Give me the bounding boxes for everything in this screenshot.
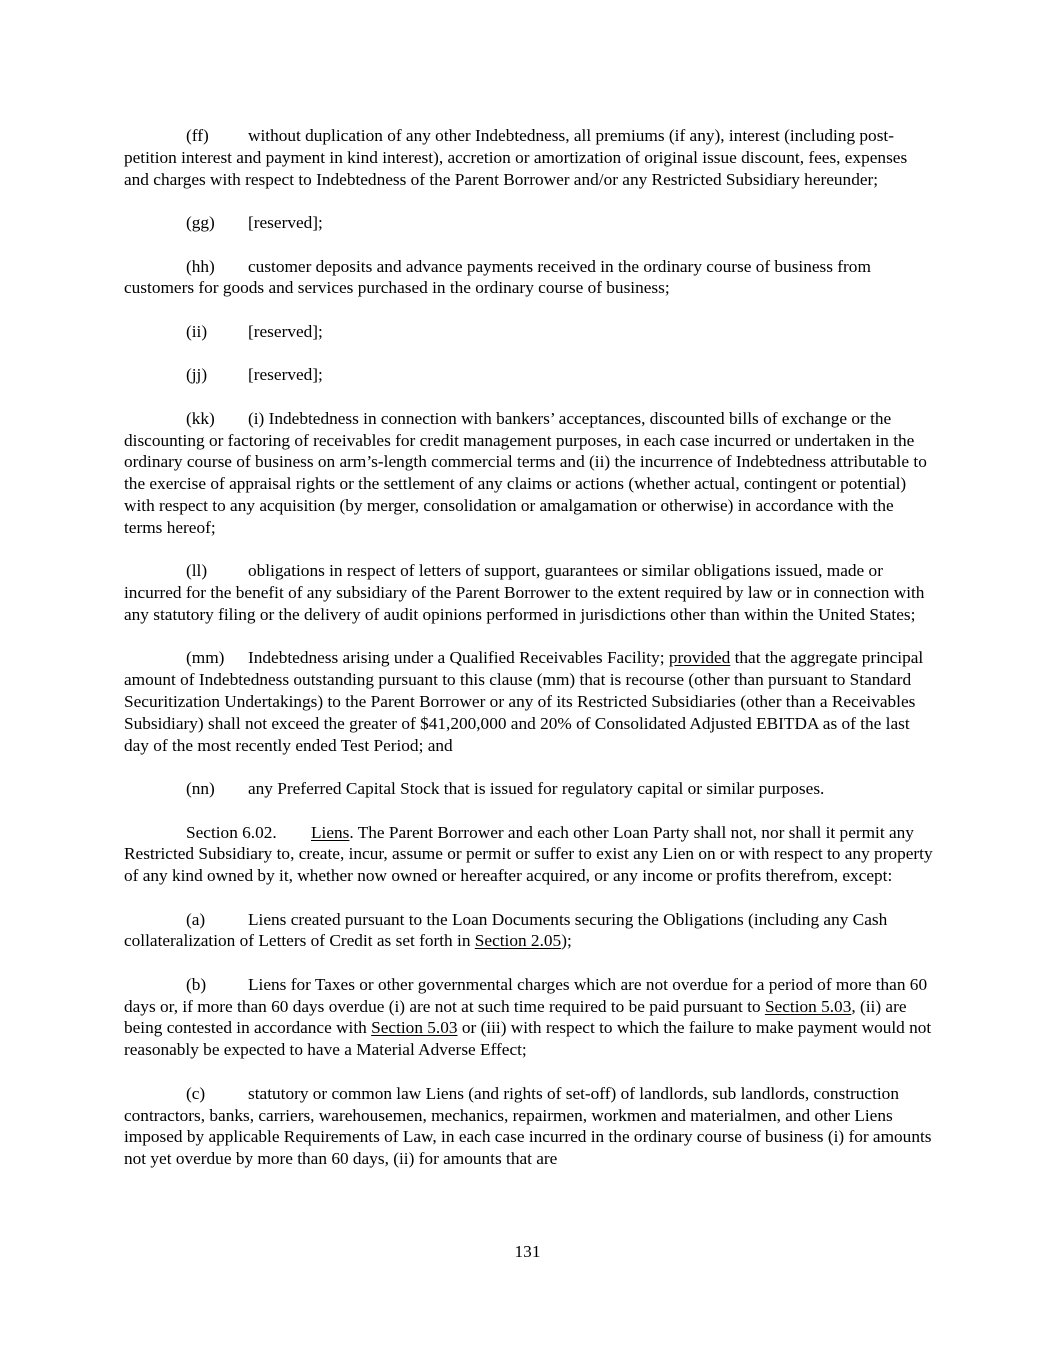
clause-ff (124, 125, 934, 190)
clause-text: [reserved]; (248, 213, 323, 233)
clause-text: Indebtedness arising under a Qualified Receivables Facility; (248, 648, 669, 668)
clause-text-continued: that the aggregate principal amount of Indebtedness outstanding pursuant to this clause (mm) that is recourse (other than pursuant to Standard Securitization Undertakings) to the Parent Borrower or any of its Restricted Subsidiaries (other than a Receivables Subsidiary) shall not exceed the greater of $41,200,000 and 20% of Consolidated Adjusted EBITDA as of the last day of the most recently ended Test Period; and (124, 648, 924, 755)
clause-label: (jj) (186, 365, 208, 385)
section-number: Section 6.02. (186, 822, 277, 842)
clause-text-middle: , (ii) are being contested in accordance with (124, 996, 907, 1038)
document-page (124, 125, 934, 1192)
clause-hh (124, 256, 934, 300)
clause-text-continued: or (iii) with respect to which the failure to make payment would not reasonably be expected to have a Material Adverse Effect; (124, 1018, 932, 1060)
clause-label: (c) (186, 1083, 206, 1103)
clause-text: statutory or common law Liens (and rights of set-off) of landlords, sub landlords, construction contractors, banks, carriers, warehousemen, mechanics, repairmen, workmen and materialmen, and other Liens imposed by applicable Requirements of Law, in each case incurred in the ordinary course of business (i) for amounts not yet overdue by more than 60 days, (ii) for amounts that are (124, 1083, 932, 1169)
lien-clause-c (124, 1083, 934, 1170)
clause-label: (gg) (186, 213, 215, 233)
clause-label: (ii) (186, 321, 208, 341)
section-5-03-link[interactable]: Section 5.03 (371, 1018, 458, 1038)
clause-text: any Preferred Capital Stock that is issued for regulatory capital or similar purposes. (248, 779, 825, 799)
section-5-03-link[interactable]: Section 5.03 (764, 996, 852, 1016)
clause-kk (124, 408, 934, 539)
clause-label: (nn) (186, 779, 215, 799)
clause-label: (ll) (186, 561, 208, 581)
clause-ll (124, 560, 934, 625)
clause-text: obligations in respect of letters of support, guarantees or similar obligations issued, made or incurred for the benefit of any subsidiary of the Parent Borrower to the extent required by law or in connection with any statutory filing or the delivery of audit opinions performed in jurisdictions other than within the United States; (124, 561, 925, 624)
clause-label: (mm) (186, 648, 225, 668)
clause-label: (a) (186, 909, 206, 929)
page-number: 131 (514, 1242, 541, 1261)
section-6-02 (124, 822, 934, 887)
clause-text: without duplication of any other Indebtedness, all premiums (if any), interest (including post-petition interest and payment in kind interest), accretion or amortization of original issue discount, fees, expenses and charges with respect to Indebtedness of the Parent Borrower and/or any Restricted Subsidiary hereunder; (124, 126, 908, 189)
clause-text: Liens for Taxes or other governmental charges which are not overdue for a period of more than 60 days or, if more than 60 days overdue (i) are not at such time required to be paid pursuant to (124, 974, 928, 1016)
clause-gg (124, 212, 934, 234)
section-title: Liens (311, 822, 350, 842)
lien-clause-a (124, 909, 934, 953)
clause-label: (b) (186, 974, 207, 994)
clause-text-continued: ); (561, 931, 572, 951)
clause-ii (124, 321, 934, 343)
clause-jj (124, 364, 934, 386)
clause-label: (hh) (186, 256, 215, 276)
clause-text: [reserved]; (248, 321, 323, 341)
section-text: . The Parent Borrower and each other Loan Party shall not, nor shall it permit any Restricted Subsidiary to, create, incur, assume or permit or suffer to exist any Lien on or with respect to any property of any kind owned by it, whether now owned or hereafter acquired, or any income or profits therefrom, except: (124, 822, 933, 886)
clause-text: Liens created pursuant to the Loan Documents securing the Obligations (including any Cash collateralization of Letters of Credit as set forth in (124, 909, 888, 951)
section-2-05-link[interactable]: Section 2.05 (474, 931, 562, 951)
clause-text: customer deposits and advance payments received in the ordinary course of business from customers for goods and services purchased in the ordinary course of business; (124, 256, 871, 298)
clause-nn (124, 778, 934, 800)
clause-label: (kk) (186, 408, 215, 428)
clause-mm (124, 647, 934, 756)
clause-text: [reserved]; (248, 365, 323, 385)
clause-text: (i) Indebtedness in connection with bankers’ acceptances, discounted bills of exchange or the discounting or factoring of receivables for credit management purposes, in each case incurred or undertaken in the ordinary course of business on arm’s-length commercial terms and (ii) the incurrence of Indebtedness attributable to the exercise of appraisal rights or the settlement of any claims or actions (whether actual, contingent or potential) with respect to any acquisition (by merger, consolidation or amalgamation or otherwise) in accordance with the terms hereof; (124, 408, 927, 537)
provided-term: provided (668, 648, 731, 668)
lien-clause-b (124, 974, 934, 1061)
clause-label: (ff) (186, 126, 209, 145)
